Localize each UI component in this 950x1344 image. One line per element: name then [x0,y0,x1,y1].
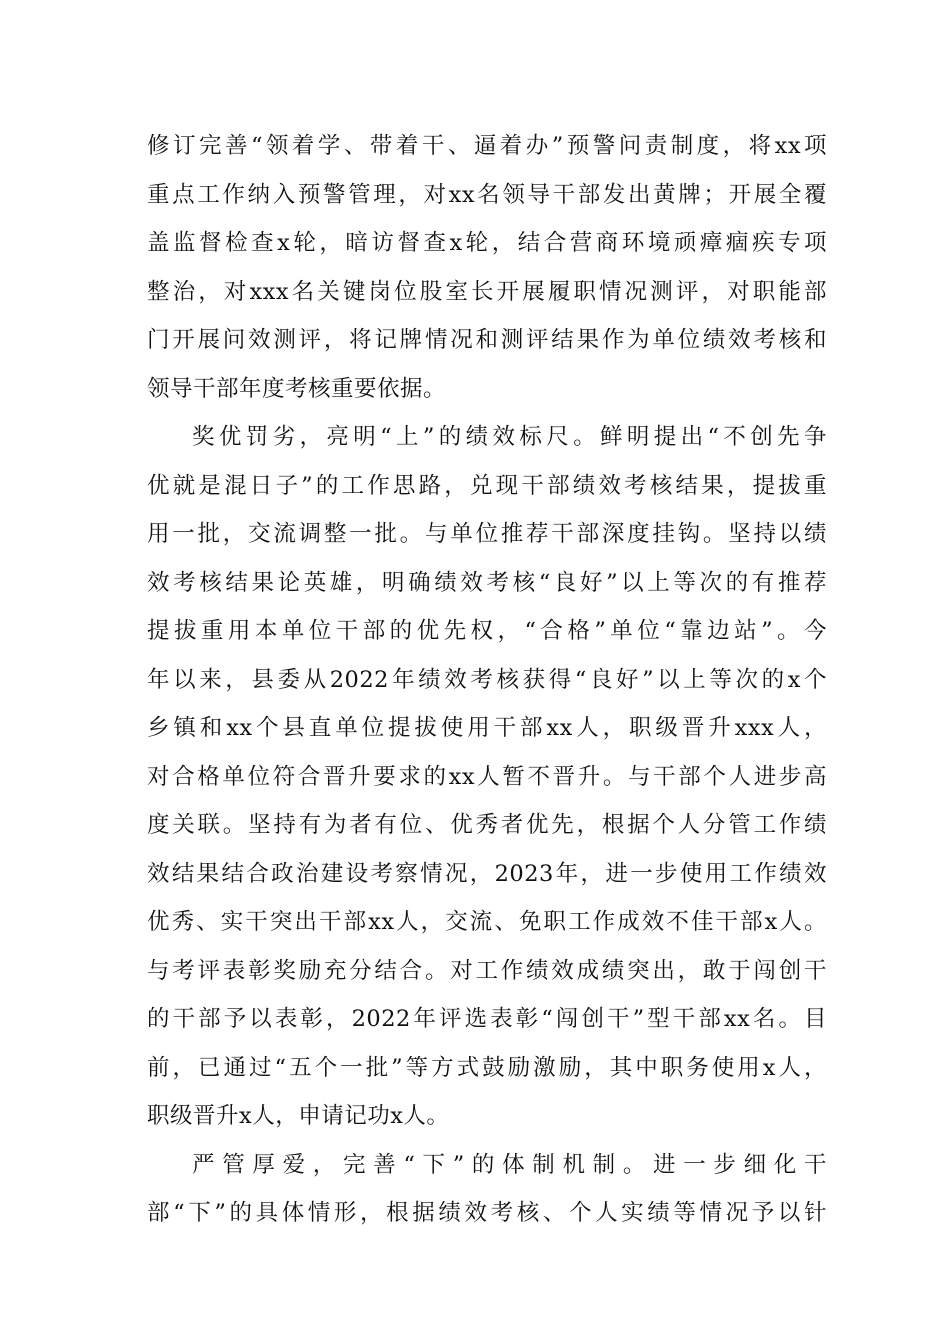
paragraph-1 [147,122,827,413]
paragraph-3 [147,1141,827,1238]
text-line: 的干部予以表彰，2022年评选表彰“闯创干”型干部xx名。目 [147,1006,827,1032]
text-line: 与考评表彰奖励充分结合。对工作绩效成绩突出，敢于闯创干 [147,957,827,984]
text-line: 部“下”的具体情形，根据绩效考核、个人实绩等情况予以针 [147,1200,827,1226]
text-line: 对合格单位符合晋升要求的xx人暂不晋升。与干部个人进步高 [147,763,827,790]
text-line: 优就是混日子”的工作思路，兑现干部绩效考核结果，提拔重 [147,472,827,499]
text-line: 领导干部年度考核重要依据。 [147,375,447,402]
text-line: 用一批，交流调整一批。与单位推荐干部深度挂钩。坚持以绩 [147,521,827,547]
text-line: 乡镇和xx个县直单位提拔使用干部xx人，职级晋升xxx人， [147,715,827,741]
text-line: 门开展问效测评，将记牌情况和测评结果作为单位绩效考核和 [147,327,827,353]
text-line: 修订完善“领着学、带着干、逼着办”预警问责制度，将xx项 [147,133,827,159]
text-line: 优秀、实干突出干部xx人，交流、免职工作成效不佳干部x人。 [147,909,827,935]
text-line: 前，已通过“五个一批”等方式鼓励激励，其中职务使用x人， [147,1054,827,1081]
text-line: 重点工作纳入预警管理，对xx名领导干部发出黄牌；开展全覆 [147,181,827,208]
paragraph-2 [147,413,827,1141]
text-line: 效考核结果论英雄，明确绩效考核“良好”以上等次的有推荐 [147,569,827,596]
text-line: 年以来，县委从2022年绩效考核获得“良好”以上等次的x个 [147,666,827,693]
text-line: 效结果结合政治建设考察情况，2023年，进一步使用工作绩效 [147,860,827,887]
text-line: 提拔重用本单位干部的优先权，“合格”单位“靠边站”。今 [147,618,827,644]
body-text [147,122,827,1238]
text-line: 严管厚爱，完善“下”的体制机制。进一步细化干 [192,1151,827,1178]
text-line: 盖监督检查x轮，暗访督查x轮，结合营商环境顽瘴痼疾专项 [147,230,827,256]
text-line: 整治，对xxx名关键岗位股室长开展履职情况测评，对职能部 [147,278,827,305]
text-line: 职级晋升x人，申请记功x人。 [147,1103,450,1129]
text-line: 奖优罚劣，亮明“上”的绩效标尺。鲜明提出“不创先争 [192,424,827,450]
text-line: 度关联。坚持有为者有位、优秀者优先，根据个人分管工作绩 [147,812,827,838]
